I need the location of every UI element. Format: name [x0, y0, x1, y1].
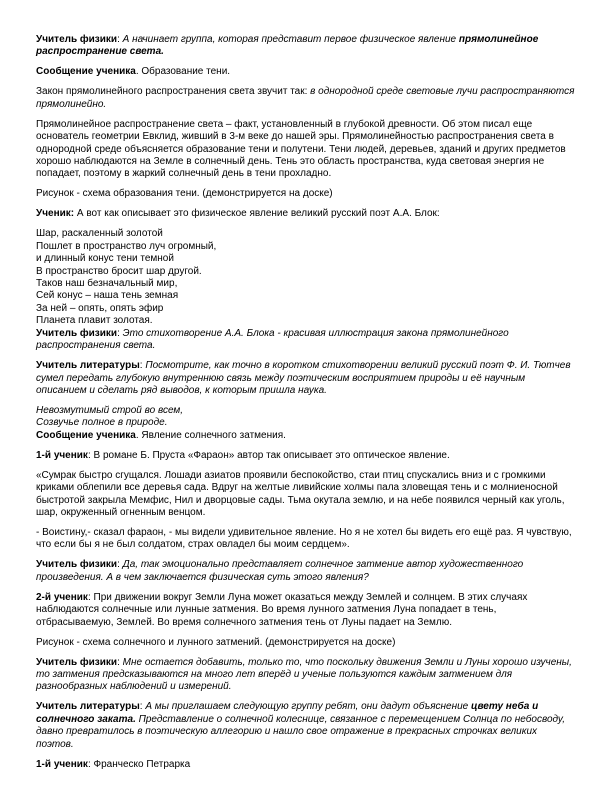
text-run: Сообщение ученика: [36, 66, 136, 78]
text-run: . Явление солнечного затмения.: [135, 429, 286, 441]
text-run: Учитель физики: [36, 656, 118, 668]
text-run: 1-й ученик: [36, 758, 88, 770]
text-run: :: [117, 656, 123, 668]
text-run: А вот как описывает это физическое явление великий русский поэт А.А. Блок:: [74, 208, 440, 220]
text-run: : В романе Б. Пруста «Фараон» автор так описывает это оптическое явление.: [87, 449, 450, 461]
text-run: Ученик:: [36, 208, 75, 220]
paragraph: [36, 208, 576, 220]
paragraph: [36, 228, 576, 240]
text-run: За ней – опять, опять эфир: [36, 302, 164, 314]
document-page: [36, 34, 576, 779]
paragraph: [36, 315, 576, 327]
text-run: :: [117, 34, 123, 45]
text-run: Закон прямолинейного распространения света звучит так:: [36, 86, 311, 98]
text-run: Мне остается добавить, только то, что поскольку движения Земли и Луны хорошо изучены, то затмения предсказываются на много лет вперёд и ученые пользуются каждым затмением для разнообразных наблюдений и измерений.: [36, 656, 572, 693]
text-run: Планета плавит золотая.: [36, 315, 153, 327]
text-run: Прямолинейное распространение света – факт, установленный в глубокой древности. Об этом писал еще основатель геометрии Евклид, живший в 3-м веке до нашей эры. Прямолинейностью распространения света в однородной среде объясняется образование тени и полутени. Тени людей, деревьев, зданий и других предметов хорошо наблюдаются на Земле в солнечный день. Тень это область пространства, куда световая энергия не попадает, поэтому в жаркий солнечный день в тени прохладно.: [36, 118, 566, 180]
paragraph: [36, 527, 576, 552]
paragraph: [36, 470, 576, 520]
text-run: Сей конус – наша тень земная: [36, 290, 179, 302]
text-run: и длинный конус тени темной: [36, 253, 174, 265]
text-run: Невозмутимый строй во всем,: [36, 404, 184, 416]
paragraph: [36, 637, 576, 649]
text-run: :: [117, 327, 123, 339]
text-run: - Воистину,- сказал фараон, - мы видели удивительное явление. Но я не хотел бы видеть его ещё раз. Я чувствую, что если бы я не был солдатом, страх овладел бы моим сердцем».: [36, 526, 572, 551]
text-run: 1-й ученик: [36, 449, 88, 461]
text-run: Шар, раскаленный золотой: [36, 228, 163, 240]
paragraph: [36, 188, 576, 200]
text-run: Посмотрите, как точно в коротком стихотворении великий русский поэт Ф. И. Тютчев сумел передать глубокую внутреннюю связь между поэтическим восприятием природы и её научным описанием и сделать ряд выводов, к которым пришла наука.: [36, 360, 571, 396]
text-run: Это стихотворение А.А. Блока - красивая иллюстрация закона прямолинейного распространения света.: [36, 327, 509, 352]
text-run: А начинает группа, которая представит первое физическое явление: [122, 34, 459, 45]
paragraph: [36, 278, 576, 290]
text-run: :: [139, 360, 146, 372]
paragraph: [36, 657, 576, 694]
text-run: Пошлет в пространство луч огромный,: [36, 240, 217, 252]
text-run: Учитель физики: [36, 559, 118, 571]
text-run: 2-й ученик: [36, 591, 88, 603]
text-run: : Франческо Петрарка: [87, 758, 191, 770]
paragraph: [36, 417, 576, 429]
text-run: Учитель физики: [36, 327, 118, 339]
text-run: «Сумрак быстро сгущался. Лошади азиатов проявили беспокойство, стаи птиц спускались вниз и с громкими криками облепили все деревья сада. Вдруг на желтые ливийские холмы пала зловещая тень и с молниеносной быстротой закрыла Мемфис, Нил и дворцовые сады. Тьма окутала землю, и на небе появился черный как уголь, шар, окруженный огненным венцом.: [36, 469, 565, 518]
text-run: Таков наш безначальный мир,: [36, 278, 178, 290]
paragraph: [36, 253, 576, 265]
text-run: :: [117, 559, 123, 571]
paragraph: [36, 290, 576, 302]
text-run: Рисунок - схема образования тени. (демонстрируется на доске): [36, 188, 333, 200]
paragraph: [36, 303, 576, 315]
text-run: Учитель физики: [36, 34, 118, 45]
paragraph: [36, 86, 576, 111]
text-run: в однородной среде световые лучи распространяются прямолинейно.: [36, 86, 575, 110]
text-run: Учитель литературы: [36, 360, 140, 372]
text-run: Представление о солнечной колеснице, связанное с перемещением Солнца по небосводу, давно превратилось в поэтическую аллегорию и нашло свое отражение в прекрасных строчках великих поэтов.: [36, 713, 566, 750]
paragraph: [36, 266, 576, 278]
text-run: : При движении вокруг Земли Луна может оказаться между Землей и солнцем. В этих случаях наблюдаются солнечные или лунные затмения. Во время лунного затмения Луна попадает в тень, отбрасываемую, Землей. Во время солнечного затмения тень от Луны падает на Землю.: [36, 591, 528, 628]
paragraph: [36, 66, 576, 78]
text-run: Рисунок - схема солнечного и лунного затмений. (демонстрируется на доске): [36, 636, 396, 648]
text-run: В пространство бросит шар другой.: [36, 265, 202, 277]
text-run: Созвучье полное в природе.: [36, 417, 168, 429]
paragraph: [36, 405, 576, 417]
text-run: . Образование тени.: [135, 66, 231, 78]
paragraph: [36, 241, 576, 253]
text-run: А мы приглашаем следующую группу ребят, они дадут объяснение: [145, 701, 472, 713]
paragraph: [36, 34, 576, 59]
text-run: :: [139, 701, 146, 713]
paragraph: [36, 430, 576, 442]
paragraph: [36, 360, 576, 397]
paragraph: [36, 119, 576, 181]
paragraph: [36, 328, 576, 353]
text-run: прямолинейное распространение света.: [36, 34, 539, 58]
text-run: цвету неба и солнечного заката.: [36, 701, 539, 725]
paragraph: [36, 450, 576, 462]
paragraph: [36, 559, 576, 584]
paragraph: [36, 592, 576, 629]
text-run: Сообщение ученика: [36, 429, 136, 441]
paragraph: [36, 701, 576, 751]
text-run: Да, так эмоционально представляет солнечное затмение автор художественного произведения. А в чем заключается физическая суть этого явления?: [36, 559, 524, 583]
paragraph: [36, 759, 576, 771]
text-run: Учитель литературы: [36, 701, 140, 713]
